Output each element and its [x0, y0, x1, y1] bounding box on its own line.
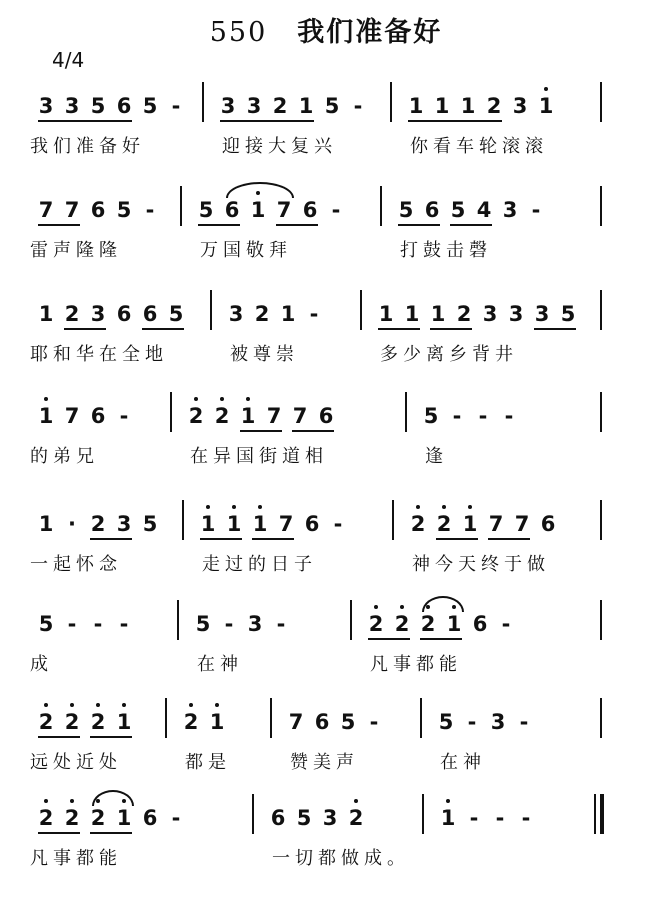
- note: 3: [512, 94, 528, 118]
- beam-underline: [420, 638, 462, 640]
- high-octave-dot: [220, 397, 224, 401]
- beam-underline: [142, 328, 184, 330]
- time-signature: 4/4: [52, 48, 85, 72]
- note: ·: [68, 512, 76, 536]
- note: 5: [90, 94, 106, 118]
- note: -: [67, 612, 77, 636]
- note: -: [531, 198, 541, 222]
- note: 5: [450, 198, 466, 222]
- high-octave-dot: [70, 799, 74, 803]
- note: 4: [476, 198, 492, 222]
- score-system: [0, 506, 652, 606]
- lyric-phrase: 凡事都能: [370, 654, 462, 675]
- beam-underline: [292, 430, 334, 432]
- note: 1: [224, 512, 244, 536]
- note: 7: [64, 198, 80, 222]
- lyric-phrase: 在异国街道相: [190, 446, 328, 467]
- note: -: [119, 404, 129, 428]
- note: 2: [434, 512, 454, 536]
- note: 3: [502, 198, 518, 222]
- note: 1: [198, 512, 218, 536]
- note: 2: [392, 612, 412, 636]
- high-octave-dot: [232, 505, 236, 509]
- note: 2: [90, 512, 106, 536]
- high-octave-dot: [374, 605, 378, 609]
- lyric-row: [30, 650, 620, 680]
- note: 1: [444, 612, 464, 636]
- high-octave-dot: [189, 703, 193, 707]
- note: 6: [116, 94, 132, 118]
- note-row: [30, 88, 620, 132]
- note: 1: [114, 710, 134, 734]
- note: -: [469, 806, 479, 830]
- lyric-phrase: 成: [30, 654, 53, 675]
- note: 6: [116, 302, 132, 326]
- note: 1: [536, 94, 556, 118]
- note: 7: [514, 512, 530, 536]
- note: 7: [276, 198, 292, 222]
- high-octave-dot: [44, 397, 48, 401]
- note: 2: [64, 302, 80, 326]
- beam-underline: [240, 430, 282, 432]
- note: 1: [438, 806, 458, 830]
- note: -: [519, 710, 529, 734]
- note: 2: [254, 302, 270, 326]
- beam-underline: [38, 736, 80, 738]
- lyric-phrase: 被尊崇: [230, 344, 299, 365]
- note: 3: [64, 94, 80, 118]
- note: -: [333, 512, 343, 536]
- note: 6: [472, 612, 488, 636]
- lyric-row: [30, 550, 620, 580]
- note: 2: [186, 404, 206, 428]
- note: 6: [142, 806, 158, 830]
- note: -: [495, 806, 505, 830]
- note: 6: [304, 512, 320, 536]
- note: 6: [424, 198, 440, 222]
- note: 2: [62, 806, 82, 830]
- score-system: [0, 398, 652, 498]
- note: 5: [340, 710, 356, 734]
- note: -: [171, 94, 181, 118]
- lyric-phrase: 耶和华在全地: [30, 344, 168, 365]
- barline: [202, 82, 204, 122]
- lyric-phrase: 我们准备好: [30, 136, 145, 157]
- note: 6: [142, 302, 158, 326]
- note: 2: [62, 710, 82, 734]
- note: 1: [238, 404, 258, 428]
- beam-underline: [90, 832, 132, 834]
- note: 5: [560, 302, 576, 326]
- note-row: [30, 800, 620, 844]
- note: 3: [322, 806, 338, 830]
- song-title: 我们准备好: [297, 17, 443, 48]
- score-system: [0, 800, 652, 900]
- note: -: [521, 806, 531, 830]
- score-system: [0, 704, 652, 804]
- barline: [390, 82, 392, 122]
- note: 1: [38, 512, 54, 536]
- note: 3: [116, 512, 132, 536]
- barline: [252, 794, 254, 834]
- note: 2: [88, 710, 108, 734]
- high-octave-dot: [400, 605, 404, 609]
- high-octave-dot: [194, 397, 198, 401]
- note: 5: [142, 94, 158, 118]
- song-number: 550: [209, 17, 268, 48]
- barline: [392, 500, 394, 540]
- high-octave-dot: [44, 799, 48, 803]
- note: -: [145, 198, 155, 222]
- note: 3: [508, 302, 524, 326]
- note: 5: [195, 612, 211, 636]
- lyric-phrase: 凡事都能: [30, 848, 122, 869]
- score-system: [0, 606, 652, 706]
- barline: [270, 698, 272, 738]
- note: -: [93, 612, 103, 636]
- note: -: [119, 612, 129, 636]
- high-octave-dot: [442, 505, 446, 509]
- note: 5: [142, 512, 158, 536]
- note: 5: [398, 198, 414, 222]
- note-row: [30, 506, 620, 550]
- song-title-line: [0, 10, 652, 49]
- note: -: [504, 404, 514, 428]
- note: 1: [248, 198, 268, 222]
- barline: [360, 290, 362, 330]
- note: 6: [90, 198, 106, 222]
- score-system: [0, 88, 652, 188]
- note: 2: [456, 302, 472, 326]
- note: -: [452, 404, 462, 428]
- note: 5: [324, 94, 340, 118]
- high-octave-dot: [468, 505, 472, 509]
- note: 2: [408, 512, 428, 536]
- note: -: [309, 302, 319, 326]
- barline: [170, 392, 172, 432]
- barline: [177, 600, 179, 640]
- lyric-row: [30, 340, 620, 370]
- beam-underline: [534, 328, 576, 330]
- note: 1: [250, 512, 270, 536]
- note: 1: [460, 512, 480, 536]
- note: 3: [90, 302, 106, 326]
- barline: [182, 500, 184, 540]
- note: -: [171, 806, 181, 830]
- note: 5: [116, 198, 132, 222]
- score-system: [0, 192, 652, 292]
- barline: [210, 290, 212, 330]
- high-octave-dot: [544, 87, 548, 91]
- barline: [180, 186, 182, 226]
- lyric-phrase: 雷声隆隆: [30, 240, 122, 261]
- lyric-phrase: 在神: [440, 752, 486, 773]
- note: 1: [460, 94, 476, 118]
- high-octave-dot: [416, 505, 420, 509]
- note: 7: [488, 512, 504, 536]
- note: 1: [36, 404, 56, 428]
- beam-underline: [368, 638, 410, 640]
- barline: [405, 392, 407, 432]
- beam-underline: [200, 538, 242, 540]
- lyric-phrase: 逢: [425, 446, 448, 467]
- barline: [600, 186, 602, 226]
- note-row: [30, 704, 620, 748]
- high-octave-dot: [206, 505, 210, 509]
- note: 2: [88, 806, 108, 830]
- lyric-row: [30, 236, 620, 266]
- note: 5: [38, 612, 54, 636]
- note: 3: [534, 302, 550, 326]
- final-barline: [600, 794, 604, 834]
- lyric-row: [30, 748, 620, 778]
- note: 6: [314, 710, 330, 734]
- barline: [600, 600, 602, 640]
- note: 6: [540, 512, 556, 536]
- beam-underline: [38, 224, 80, 226]
- note: 2: [36, 806, 56, 830]
- note: 7: [278, 512, 294, 536]
- note: 6: [318, 404, 334, 428]
- barline: [165, 698, 167, 738]
- barline: [350, 600, 352, 640]
- note: -: [331, 198, 341, 222]
- note: 3: [38, 94, 54, 118]
- high-octave-dot: [258, 505, 262, 509]
- note: 1: [404, 302, 420, 326]
- high-octave-dot: [215, 703, 219, 707]
- high-octave-dot: [354, 799, 358, 803]
- lyric-phrase: 万国敬拜: [200, 240, 292, 261]
- barline: [422, 794, 424, 834]
- note: 5: [423, 404, 439, 428]
- note: 6: [90, 404, 106, 428]
- note: -: [369, 710, 379, 734]
- note: 7: [292, 404, 308, 428]
- note: -: [501, 612, 511, 636]
- barline: [380, 186, 382, 226]
- barline: [600, 82, 602, 122]
- note: 1: [434, 94, 450, 118]
- note: 1: [280, 302, 296, 326]
- note: 1: [430, 302, 446, 326]
- note: 6: [270, 806, 286, 830]
- note: 7: [288, 710, 304, 734]
- note-row: [30, 606, 620, 650]
- note: 5: [168, 302, 184, 326]
- high-octave-dot: [44, 703, 48, 707]
- note: 2: [212, 404, 232, 428]
- note: 5: [198, 198, 214, 222]
- note-row: [30, 192, 620, 236]
- note: 6: [302, 198, 318, 222]
- beam-underline: [198, 224, 240, 226]
- beam-underline: [488, 538, 530, 540]
- note-row: [30, 398, 620, 442]
- beam-underline: [450, 224, 492, 226]
- note: 5: [296, 806, 312, 830]
- note: 6: [224, 198, 240, 222]
- note: 7: [38, 198, 54, 222]
- beam-underline: [430, 328, 472, 330]
- note: 2: [181, 710, 201, 734]
- note: -: [224, 612, 234, 636]
- note: 1: [378, 302, 394, 326]
- beam-underline: [398, 224, 440, 226]
- beam-underline: [220, 120, 314, 122]
- note: -: [276, 612, 286, 636]
- lyric-phrase: 一切都做成。: [272, 848, 410, 869]
- beam-underline: [64, 328, 106, 330]
- lyric-phrase: 神今天终于做: [412, 554, 550, 575]
- high-octave-dot: [96, 703, 100, 707]
- lyric-phrase: 走过的日子: [202, 554, 317, 575]
- beam-underline: [252, 538, 294, 540]
- lyric-row: [30, 442, 620, 472]
- note: 1: [114, 806, 134, 830]
- note: 1: [408, 94, 424, 118]
- beam-underline: [38, 120, 132, 122]
- lyric-phrase: 你看车轮滚滚: [410, 136, 548, 157]
- barline: [600, 290, 602, 330]
- note: 3: [228, 302, 244, 326]
- note: 3: [246, 94, 262, 118]
- note: -: [353, 94, 363, 118]
- note: 2: [486, 94, 502, 118]
- beam-underline: [276, 224, 318, 226]
- barline: [600, 500, 602, 540]
- note: 3: [482, 302, 498, 326]
- note: 7: [266, 404, 282, 428]
- note: 2: [272, 94, 288, 118]
- high-octave-dot: [246, 397, 250, 401]
- note: 3: [220, 94, 236, 118]
- score-system: [0, 296, 652, 396]
- lyric-phrase: 在神: [197, 654, 243, 675]
- final-barline-thin: [594, 794, 596, 834]
- beam-underline: [90, 736, 132, 738]
- beam-underline: [90, 538, 132, 540]
- beam-underline: [436, 538, 478, 540]
- lyric-phrase: 赞美声: [290, 752, 359, 773]
- lyric-phrase: 打鼓击磬: [400, 240, 492, 261]
- lyric-row: [30, 132, 620, 162]
- high-octave-dot: [446, 799, 450, 803]
- note: 3: [490, 710, 506, 734]
- beam-underline: [408, 120, 502, 122]
- beam-underline: [378, 328, 420, 330]
- lyric-phrase: 的弟兄: [30, 446, 99, 467]
- note: 2: [366, 612, 386, 636]
- lyric-row: [30, 844, 620, 874]
- note: 1: [207, 710, 227, 734]
- beam-underline: [38, 832, 80, 834]
- barline: [420, 698, 422, 738]
- lyric-phrase: 都是: [185, 752, 231, 773]
- note: 2: [36, 710, 56, 734]
- note: -: [478, 404, 488, 428]
- note: 3: [247, 612, 263, 636]
- high-octave-dot: [122, 703, 126, 707]
- note: 2: [346, 806, 366, 830]
- high-octave-dot: [70, 703, 74, 707]
- note: 1: [38, 302, 54, 326]
- note: 7: [64, 404, 80, 428]
- note: 2: [418, 612, 438, 636]
- lyric-phrase: 远处近处: [30, 752, 122, 773]
- note: 1: [298, 94, 314, 118]
- note-row: [30, 296, 620, 340]
- lyric-phrase: 迎接大复兴: [222, 136, 337, 157]
- barline: [600, 698, 602, 738]
- lyric-phrase: 一起怀念: [30, 554, 122, 575]
- lyric-phrase: 多少离乡背井: [380, 344, 518, 365]
- barline: [600, 392, 602, 432]
- note: 5: [438, 710, 454, 734]
- note: -: [467, 710, 477, 734]
